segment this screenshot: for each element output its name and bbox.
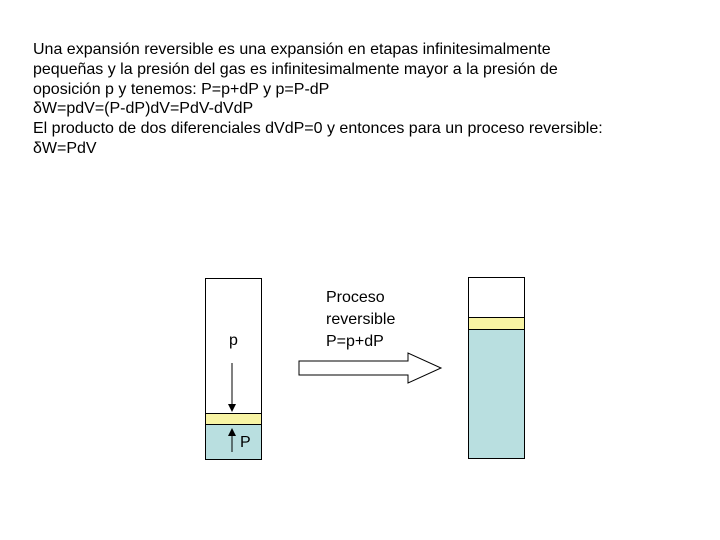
gas-pressure-label: P — [240, 434, 251, 451]
text-line-2: pequeñas y la presión del gas es infinitesimalmente mayor a la presión de — [33, 60, 558, 78]
up-arrow-head — [228, 428, 236, 436]
text-line-5: El producto de dos diferenciales dVdP=0 y entonces para un proceso reversible: — [33, 120, 603, 138]
text-line-4: δW=pdV=(P-dP)dV=PdV-dVdP — [33, 100, 254, 118]
down-arrow-head — [228, 404, 236, 412]
process-label-line-2: reversible — [326, 311, 396, 328]
text-line-3: oposición p y tenemos: P=p+dP y p=P-dP — [33, 80, 330, 98]
process-label-line-1: Proceso — [326, 289, 385, 306]
text-line-6: δW=PdV — [33, 139, 97, 157]
process-arrow-icon — [299, 353, 441, 383]
process-label-line-3: P=p+dP — [326, 333, 384, 350]
opposing-pressure-label: p — [229, 332, 238, 349]
text-line-1: Una expansión reversible es una expansión en etapas infinitesimalmente — [33, 41, 551, 58]
